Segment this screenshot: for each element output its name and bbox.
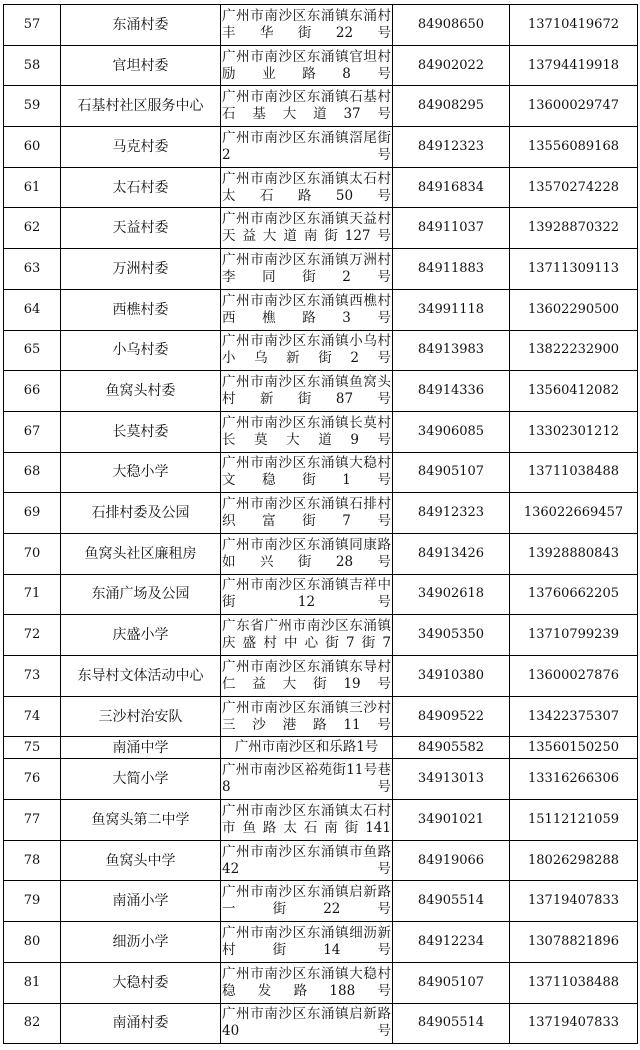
place-name-cell: 大稳小学 <box>61 452 221 493</box>
place-name-cell: 万洲村委 <box>61 249 221 290</box>
telephone-cell: 84912323 <box>393 493 510 534</box>
mobile-cell: 13719407833 <box>510 1003 638 1044</box>
place-name-cell: 小乌村委 <box>61 330 221 371</box>
row-number-cell: 67 <box>4 411 61 452</box>
address-cell <box>221 615 393 656</box>
table-row <box>4 759 638 800</box>
row-number-cell: 74 <box>4 696 61 737</box>
place-name-cell: 石排村委及公园 <box>61 493 221 534</box>
row-number-cell: 61 <box>4 167 61 208</box>
table-row <box>4 45 638 86</box>
mobile-cell: 18026298288 <box>510 840 638 881</box>
row-number-cell: 82 <box>4 1003 61 1044</box>
table-row <box>4 411 638 452</box>
telephone-cell: 84905107 <box>393 962 510 1003</box>
place-name-cell: 南涌中学 <box>61 737 221 759</box>
place-name-cell: 鱼窝头村委 <box>61 371 221 412</box>
mobile-cell: 13600027876 <box>510 656 638 697</box>
address-text: 广州市南沙区东涌镇太石村太石路50号 <box>222 170 391 204</box>
place-name-cell: 东涌广场及公园 <box>61 574 221 615</box>
address-cell <box>221 5 393 46</box>
table-row <box>4 330 638 371</box>
place-name-cell: 西樵村委 <box>61 289 221 330</box>
address-cell <box>221 962 393 1003</box>
address-text: 广州市南沙区东涌镇三沙村三沙港路11号 <box>222 699 391 733</box>
mobile-cell: 13560412082 <box>510 371 638 412</box>
address-cell <box>221 656 393 697</box>
table-row <box>4 493 638 534</box>
place-name-cell: 天益村委 <box>61 208 221 249</box>
place-name-cell: 三沙村治安队 <box>61 696 221 737</box>
address-cell <box>221 208 393 249</box>
place-name-cell: 石基村社区服务中心 <box>61 86 221 127</box>
table-row <box>4 371 638 412</box>
address-cell <box>221 759 393 800</box>
place-name-cell: 庆盛小学 <box>61 615 221 656</box>
mobile-cell: 13602290500 <box>510 289 638 330</box>
table-row <box>4 615 638 656</box>
mobile-cell: 13711309113 <box>510 249 638 290</box>
place-name-cell: 马克村委 <box>61 127 221 168</box>
address-text: 广州市南沙区和乐路1号 <box>234 739 379 756</box>
table-row <box>4 840 638 881</box>
telephone-cell: 84911883 <box>393 249 510 290</box>
address-text: 广州市南沙区东涌镇东导村仁益大街19号 <box>222 658 391 692</box>
address-cell <box>221 86 393 127</box>
row-number-cell: 73 <box>4 656 61 697</box>
place-name-cell: 太石村委 <box>61 167 221 208</box>
mobile-cell: 13316266306 <box>510 759 638 800</box>
address-text: 广州市南沙区东涌镇长莫村长莫大道9号 <box>222 414 391 448</box>
mobile-cell: 13711038488 <box>510 452 638 493</box>
row-number-cell: 80 <box>4 922 61 963</box>
mobile-cell: 13302301212 <box>510 411 638 452</box>
address-cell <box>221 127 393 168</box>
row-number-cell: 64 <box>4 289 61 330</box>
place-name-cell: 南涌小学 <box>61 881 221 922</box>
mobile-cell: 13719407833 <box>510 881 638 922</box>
address-cell <box>221 493 393 534</box>
address-text: 广州市南沙区东涌镇同康路如兴街28号 <box>222 536 391 570</box>
telephone-cell: 34910380 <box>393 656 510 697</box>
row-number-cell: 57 <box>4 5 61 46</box>
address-text: 广东省广州市南沙区东涌镇庆盛村中心街7街7 <box>222 618 391 652</box>
telephone-cell: 84914336 <box>393 371 510 412</box>
address-cell <box>221 696 393 737</box>
row-number-cell: 68 <box>4 452 61 493</box>
mobile-cell: 13078821896 <box>510 922 638 963</box>
telephone-cell: 84902022 <box>393 45 510 86</box>
table-row <box>4 127 638 168</box>
row-number-cell: 81 <box>4 962 61 1003</box>
address-text: 广州市南沙区裕苑街11号巷8号 <box>222 762 391 796</box>
place-name-cell: 长莫村委 <box>61 411 221 452</box>
table-row <box>4 249 638 290</box>
place-name-cell: 大稳村委 <box>61 962 221 1003</box>
table-row <box>4 1003 638 1044</box>
address-text: 广州市南沙区东涌镇东涌村丰华街22号 <box>222 7 391 41</box>
address-text: 广州市南沙区东涌镇太石村市鱼路太石南街141 <box>222 802 391 836</box>
table-row <box>4 289 638 330</box>
address-text: 广州市南沙区东涌镇大稳村稳发路188号 <box>222 965 391 999</box>
address-cell <box>221 289 393 330</box>
table-body <box>4 5 638 1044</box>
place-name-cell: 鱼窝头社区廉租房 <box>61 533 221 574</box>
place-name-cell: 鱼窝头第二中学 <box>61 800 221 841</box>
mobile-cell: 13710419672 <box>510 5 638 46</box>
row-number-cell: 75 <box>4 737 61 759</box>
telephone-cell: 84905582 <box>393 737 510 759</box>
mobile-cell: 13822232900 <box>510 330 638 371</box>
telephone-cell: 34906085 <box>393 411 510 452</box>
telephone-cell: 84916834 <box>393 167 510 208</box>
address-text: 广州市南沙区东涌镇石排村织富街7号 <box>222 496 391 530</box>
row-number-cell: 59 <box>4 86 61 127</box>
place-name-cell: 南涌村委 <box>61 1003 221 1044</box>
row-number-cell: 66 <box>4 371 61 412</box>
row-number-cell: 62 <box>4 208 61 249</box>
telephone-cell: 84919066 <box>393 840 510 881</box>
mobile-cell: 13928880843 <box>510 533 638 574</box>
mobile-cell: 15112121059 <box>510 800 638 841</box>
telephone-cell: 84912234 <box>393 922 510 963</box>
address-directory-table <box>3 4 638 1044</box>
mobile-cell: 13794419918 <box>510 45 638 86</box>
place-name-cell: 东导村文体活动中心 <box>61 656 221 697</box>
mobile-cell: 13711038488 <box>510 962 638 1003</box>
telephone-cell: 34901021 <box>393 800 510 841</box>
address-text: 广州市南沙区东涌镇万洲村李同街2号 <box>222 251 391 285</box>
row-number-cell: 76 <box>4 759 61 800</box>
mobile-cell: 13760662205 <box>510 574 638 615</box>
address-cell <box>221 371 393 412</box>
address-text: 广州市南沙区东涌镇官坦村励业路8号 <box>222 48 391 82</box>
row-number-cell: 77 <box>4 800 61 841</box>
telephone-cell: 34991118 <box>393 289 510 330</box>
telephone-cell: 84909522 <box>393 696 510 737</box>
place-name-cell: 官坦村委 <box>61 45 221 86</box>
address-cell <box>221 737 393 759</box>
table-row <box>4 574 638 615</box>
telephone-cell: 84908650 <box>393 5 510 46</box>
address-text: 广州市南沙区东涌镇细沥新村街14号 <box>222 924 391 958</box>
table-row <box>4 656 638 697</box>
telephone-cell: 84905514 <box>393 881 510 922</box>
row-number-cell: 78 <box>4 840 61 881</box>
telephone-cell: 84911037 <box>393 208 510 249</box>
telephone-cell: 34905350 <box>393 615 510 656</box>
mobile-cell: 13710799239 <box>510 615 638 656</box>
address-text: 广州市南沙区东涌镇启新路一街22号 <box>222 884 391 918</box>
address-cell <box>221 533 393 574</box>
table-row <box>4 452 638 493</box>
mobile-cell: 13570274228 <box>510 167 638 208</box>
table-row <box>4 86 638 127</box>
address-cell <box>221 411 393 452</box>
telephone-cell: 84905514 <box>393 1003 510 1044</box>
address-cell <box>221 574 393 615</box>
address-cell <box>221 45 393 86</box>
table-row <box>4 737 638 759</box>
row-number-cell: 72 <box>4 615 61 656</box>
address-text: 广州市南沙区东涌镇西樵村西樵路3号 <box>222 292 391 326</box>
mobile-cell: 13556089168 <box>510 127 638 168</box>
telephone-cell: 34902618 <box>393 574 510 615</box>
telephone-cell: 84905107 <box>393 452 510 493</box>
mobile-cell: 13600029747 <box>510 86 638 127</box>
mobile-cell: 13928870322 <box>510 208 638 249</box>
row-number-cell: 58 <box>4 45 61 86</box>
table-row <box>4 962 638 1003</box>
row-number-cell: 69 <box>4 493 61 534</box>
address-cell <box>221 330 393 371</box>
address-text: 广州市南沙区东涌镇鱼窝头村新街87号 <box>222 374 391 408</box>
place-name-cell: 东涌村委 <box>61 5 221 46</box>
address-cell <box>221 249 393 290</box>
row-number-cell: 70 <box>4 533 61 574</box>
address-text: 广州市南沙区东涌镇吉祥中街12号 <box>222 577 391 611</box>
table-row <box>4 208 638 249</box>
address-text: 广州市南沙区东涌镇市鱼路42号 <box>222 843 391 877</box>
table-row <box>4 922 638 963</box>
place-name-cell: 鱼窝头中学 <box>61 840 221 881</box>
address-cell <box>221 922 393 963</box>
telephone-cell: 84912323 <box>393 127 510 168</box>
address-cell <box>221 452 393 493</box>
address-cell <box>221 881 393 922</box>
address-text: 广州市南沙区东涌镇小乌村小乌新街2号 <box>222 333 391 367</box>
table-row <box>4 800 638 841</box>
table-row <box>4 533 638 574</box>
place-name-cell: 细沥小学 <box>61 922 221 963</box>
address-cell <box>221 1003 393 1044</box>
telephone-cell: 84908295 <box>393 86 510 127</box>
address-cell <box>221 840 393 881</box>
row-number-cell: 63 <box>4 249 61 290</box>
telephone-cell: 84913983 <box>393 330 510 371</box>
telephone-cell: 84913426 <box>393 533 510 574</box>
place-name-cell: 大简小学 <box>61 759 221 800</box>
table-row <box>4 5 638 46</box>
address-text: 广州市南沙区东涌镇天益村天益大道南街127号 <box>222 211 391 245</box>
address-text: 广州市南沙区东涌镇滘尾街2号 <box>222 129 391 163</box>
address-cell <box>221 800 393 841</box>
row-number-cell: 71 <box>4 574 61 615</box>
address-cell <box>221 167 393 208</box>
address-text: 广州市南沙区东涌镇大稳村文稳街1号 <box>222 455 391 489</box>
row-number-cell: 65 <box>4 330 61 371</box>
table-row <box>4 881 638 922</box>
row-number-cell: 60 <box>4 127 61 168</box>
table-row <box>4 696 638 737</box>
address-text: 广州市南沙区东涌镇石基村石基大道37号 <box>222 89 391 123</box>
table-row <box>4 167 638 208</box>
mobile-cell: 13560150250 <box>510 737 638 759</box>
telephone-cell: 34913013 <box>393 759 510 800</box>
mobile-cell: 136022669457 <box>510 493 638 534</box>
row-number-cell: 79 <box>4 881 61 922</box>
address-text: 广州市南沙区东涌镇启新路40号 <box>222 1006 391 1040</box>
mobile-cell: 13422375307 <box>510 696 638 737</box>
